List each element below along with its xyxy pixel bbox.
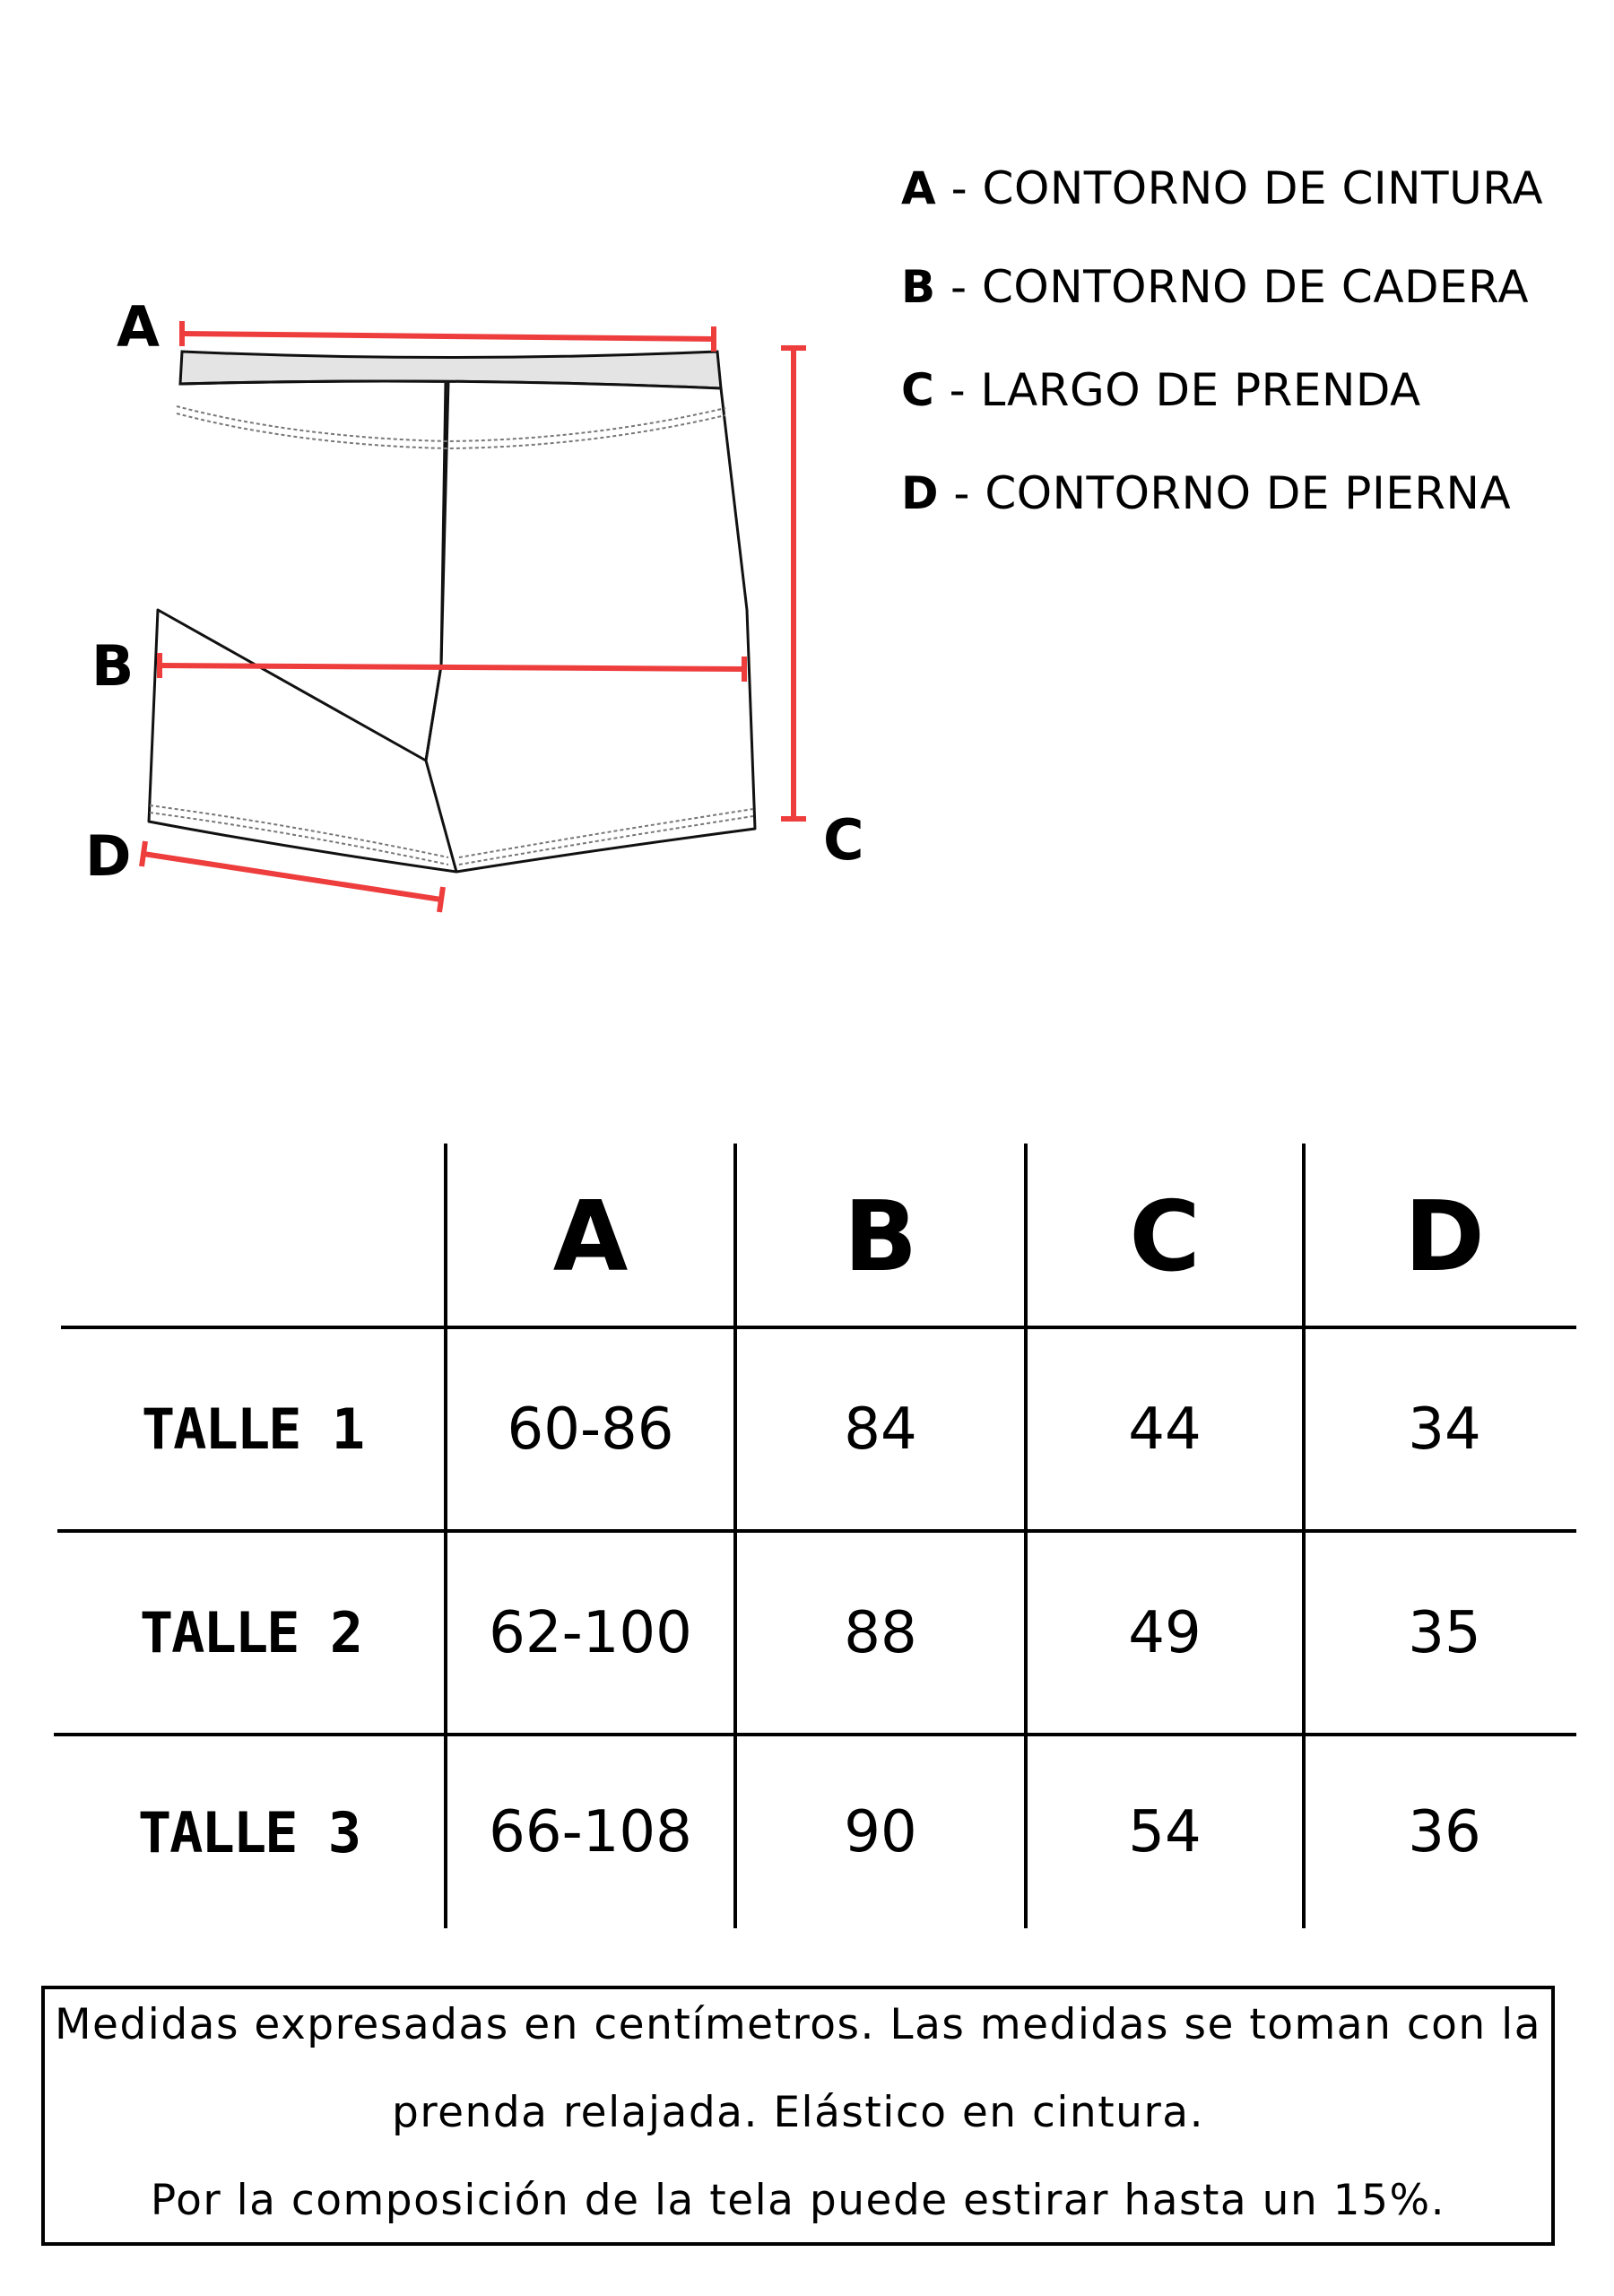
column-header-c: C — [1129, 1180, 1201, 1293]
table-cell: 60-86 — [507, 1396, 674, 1463]
row-label-talle-1: TALLE 1 — [141, 1396, 364, 1462]
table-cell: 84 — [844, 1396, 917, 1463]
legend-separator: - — [953, 467, 985, 519]
row-label-talle-2: TALLE 2 — [139, 1600, 362, 1665]
table-cell: 88 — [844, 1599, 917, 1666]
diagram-label-a: A — [117, 294, 160, 360]
column-header-b: B — [843, 1180, 918, 1293]
legend-key: B — [901, 261, 936, 313]
column-header-a: A — [552, 1180, 629, 1293]
table-cell: 66-108 — [489, 1799, 692, 1866]
table-cell: 44 — [1128, 1396, 1202, 1463]
note-line: Medidas expresadas en centímetros. Las medidas se toman con la — [54, 2000, 1542, 2049]
table-cell: 34 — [1408, 1396, 1481, 1463]
table-cell: 62-100 — [489, 1599, 692, 1666]
legend-key: A — [901, 162, 937, 214]
legend-text: CONTORNO DE CADERA — [981, 261, 1530, 313]
table-cell: 54 — [1128, 1799, 1202, 1866]
table-cell: 35 — [1408, 1599, 1481, 1666]
legend-separator: - — [950, 261, 982, 313]
column-header-d: D — [1404, 1180, 1485, 1293]
legend-text: LARGO DE PRENDA — [980, 364, 1421, 416]
measurement-note — [41, 1986, 1555, 2246]
legend-separator: - — [949, 364, 981, 416]
diagram-label-c: C — [823, 807, 864, 873]
legend-text: CONTORNO DE PIERNA — [985, 467, 1512, 519]
table-cell: 90 — [844, 1799, 917, 1866]
note-line: Por la composición de la tela puede estirar hasta un 15%. — [150, 2176, 1446, 2225]
note-line: prenda relajada. Elástico en cintura. — [391, 2088, 1205, 2137]
table-cell: 36 — [1408, 1799, 1481, 1866]
diagram-label-b: B — [91, 633, 134, 699]
legend-text: CONTORNO DE CINTURA — [982, 162, 1544, 214]
legend-key: C — [901, 364, 935, 416]
diagram-label-d: D — [85, 823, 132, 889]
row-label-talle-3: TALLE 3 — [137, 1799, 360, 1866]
legend-key: D — [901, 467, 940, 519]
table-cell: 49 — [1128, 1599, 1202, 1666]
legend-separator: - — [950, 162, 983, 214]
